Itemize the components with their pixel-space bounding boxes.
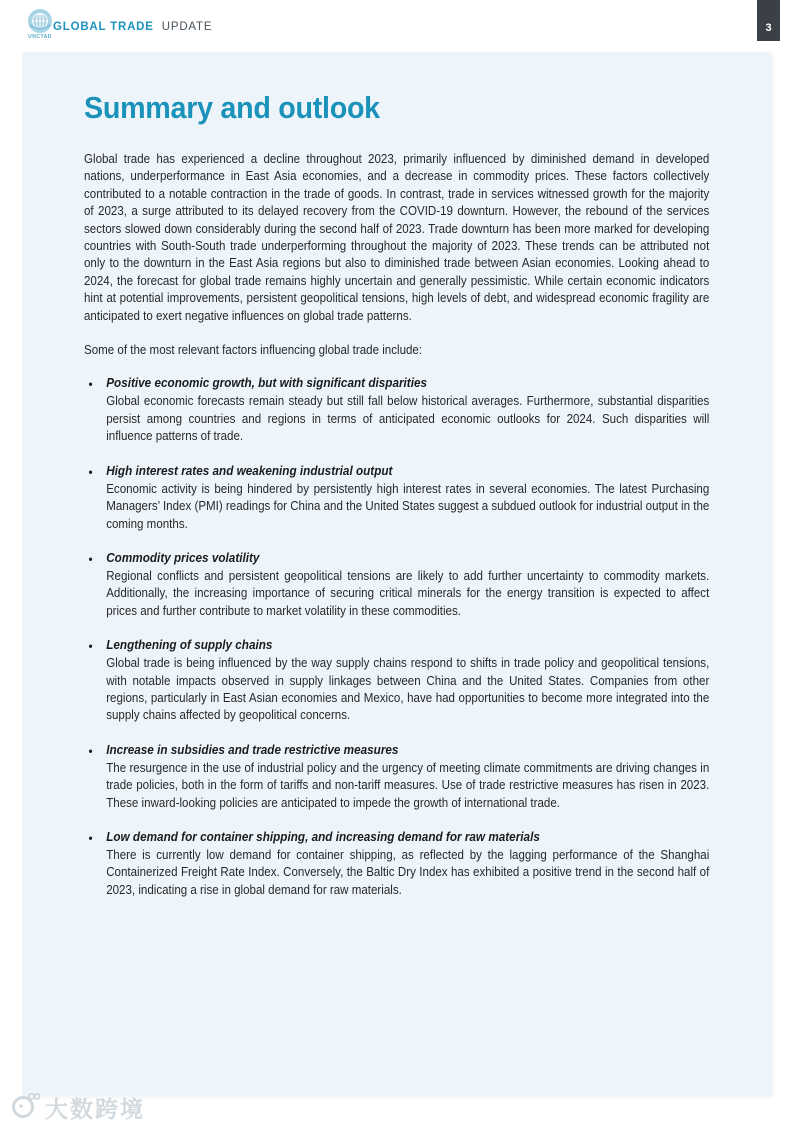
bullet-heading: Increase in subsidies and trade restrictive measures (106, 742, 399, 757)
bullet-heading: Commodity prices volatility (106, 550, 260, 565)
bullet-icon (89, 830, 93, 846)
intro-paragraph: Global trade has experienced a decline throughout 2023, primarily influenced by diminished demand in developed nations, underperformance in East Asia economies, and a decrease in commodity prices. These factors collectively contributed to a notable contraction in the trade of goods. In contrast, trade in services witnessed growth for the majority of 2023, a surge attributed to its delayed recovery from the COVID-19 downturn. However, the rebound of the services sectors slowed down considerably during the second half of 2023. Trade downturn has been more marked for developing countries with South-South trade underperforming throughout the majority of 2023. These trends can be attributed not only to the downturn in the East Asia regions but also to diminished trade between Asian economies. Looking ahead to 2024, the forecast for global trade remains highly uncertain and generally pessimistic. While certain economic indicators hint at potential improvements, persistent geopolitical tensions, high levels of debt, and widespread economic fragility are anticipated to exert negative influences on global trade patterns. (84, 152, 710, 323)
list-item (84, 742, 709, 812)
bullet-body: Global trade is being influenced by the way supply chains respond to shifts in trade policy and geopolitical tensions, with notable impacts observed in supply linkages between China and the United States. Companies from other regions, particularly in East Asian economies and Mexico, have had opportunities to become more integrated into the supply chains affected by geopolitical concerns. (106, 656, 710, 723)
bullet-icon (89, 743, 93, 759)
list-item (84, 829, 709, 899)
list-item (84, 375, 709, 445)
lead-in-line: Some of the most relevant factors influencing global trade include: (84, 343, 423, 358)
bullet-heading: High interest rates and weakening industrial output (106, 463, 393, 478)
report-brand (53, 21, 212, 33)
bullet-heading: Low demand for container shipping, and increasing demand for raw materials (106, 829, 540, 844)
page-header (0, 0, 793, 52)
bullet-body: There is currently low demand for container shipping, as reflected by the lagging performance of the Shanghai Containerized Freight Rate Index. Conversely, the Baltic Dry Index has exhibited a positive trend in the second half of 2023, indicating a rise in global demand for raw materials. (106, 847, 710, 897)
bullet-heading: Positive economic growth, but with significant disparities (106, 376, 428, 391)
watermark-logo-icon (10, 1090, 40, 1125)
watermark (10, 1092, 145, 1122)
un-emblem-icon (23, 8, 57, 34)
watermark-text: 大数跨境 (45, 1095, 145, 1122)
document-body (84, 90, 709, 916)
list-item (84, 637, 709, 725)
list-item (84, 463, 709, 533)
brand-primary-text: GLOBAL TRADE (53, 21, 154, 33)
list-item (84, 550, 709, 620)
bullet-icon (89, 638, 93, 654)
page-title: Summary and outlook (84, 90, 380, 125)
page-number-badge: 3 (757, 0, 780, 41)
bullet-body: The resurgence in the use of industrial policy and the urgency of meeting climate commitments are driving changes in trade policies, both in the form of tariffs and non-tariff measures. Use of trade restrictive measures has risen in 2023. These inward-looking policies are anticipated to impede the growth of international trade. (106, 760, 710, 810)
bullet-icon (89, 376, 93, 392)
unctad-logo (23, 8, 57, 40)
content-panel (22, 52, 771, 1095)
factor-list (84, 375, 709, 899)
bullet-icon (89, 464, 93, 480)
logo-caption: UNCTAD (28, 34, 52, 40)
bullet-body: Regional conflicts and persistent geopolitical tensions are likely to add further uncertainty to commodity markets. Additionally, the increasing importance of securing critical minerals for the energy transition is expected to affect prices and further contribute to market volatility in these commodities. (106, 568, 710, 618)
bullet-heading: Lengthening of supply chains (106, 638, 273, 653)
brand-secondary-text: UPDATE (161, 21, 213, 33)
bullet-icon (89, 551, 93, 567)
bullet-body: Global economic forecasts remain steady but still fall below historical averages. Furthermore, substantial disparities persist among countries and regions in terms of anticipated economic outlooks for 2024. Such disparities will influence patterns of trade. (106, 394, 710, 444)
bullet-body: Economic activity is being hindered by persistently high interest rates in several economies. The latest Purchasing Managers’ Index (PMI) readings for China and the United States suggest a subdued outlook for industrial output in the coming months. (106, 481, 710, 531)
